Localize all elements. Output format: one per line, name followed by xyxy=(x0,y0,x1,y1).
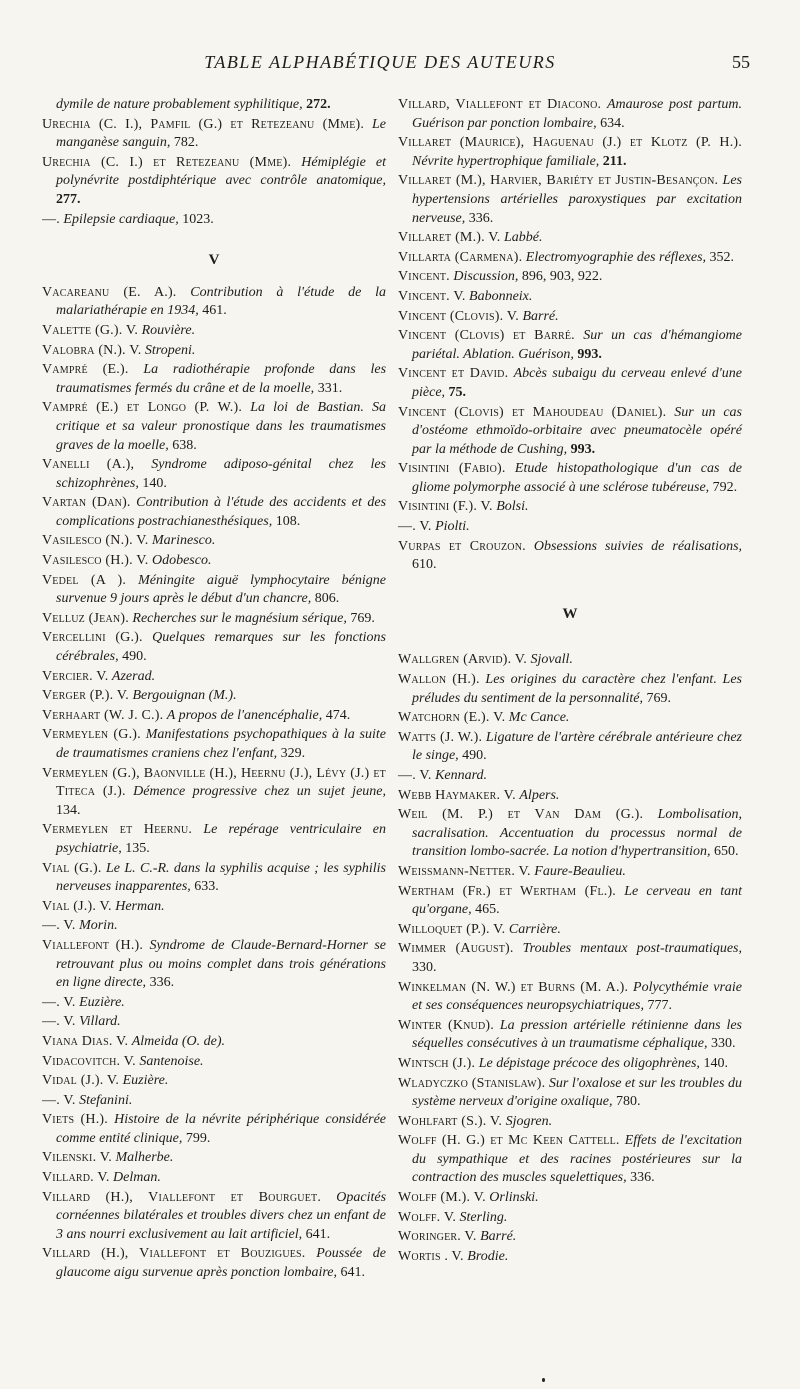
entry-title: Alpers. xyxy=(519,787,560,803)
entry-authors: Villard, Viallefont et Diacono. xyxy=(398,97,602,112)
entry-pages: 140. xyxy=(142,475,167,491)
entry-pages: 330. xyxy=(710,1036,736,1052)
entry-authors: Wertham (Fr.) et Wertham (Fl.). xyxy=(398,883,617,899)
index-entry xyxy=(42,860,386,897)
entry-authors: —. V. xyxy=(398,519,432,535)
entry-title: Barré. xyxy=(480,1229,517,1245)
entry-title: Le manganèse sanguin, xyxy=(56,116,386,151)
index-entry xyxy=(42,284,386,321)
entry-authors: Vurpas et Crouzon. xyxy=(398,538,526,554)
entry-authors: Watts (J. W.). xyxy=(398,729,483,745)
entry-title: Le L. C.-R. dans la syphilis acquise ; les syphilis nerveuses inapparentes, xyxy=(56,860,386,895)
entry-title: Epilepsie cardiaque, xyxy=(63,211,179,227)
index-entry xyxy=(398,268,742,287)
entry-authors: Verhaart (W. J. C.). xyxy=(42,707,164,723)
entry-authors: Wolff (M.). V. xyxy=(398,1190,486,1206)
entry-title: dymile de nature probablement syphilitique, xyxy=(56,97,303,112)
entry-title: Rouvière. xyxy=(141,322,196,338)
entry-pages: 641. xyxy=(340,1265,365,1281)
index-entry xyxy=(398,249,742,268)
entry-title: Syndrome de Claude-Bernard-Horner se retrouvant plus ou moins complet dans trois générations en ligne directe, xyxy=(56,937,386,991)
entry-title: Méningite aiguë lymphocytaire bénigne survenue 9 jours après le début d'un chancre, xyxy=(56,572,386,607)
entry-title: A propos de l'anencéphalie, xyxy=(166,707,323,723)
entry-authors: Villard. V. xyxy=(42,1170,110,1186)
index-entry xyxy=(398,709,742,728)
entry-title: Syndrome adiposo-génital chez les schizophrènes, xyxy=(56,457,387,491)
entry-title: Faure-Beaulieu. xyxy=(534,863,626,879)
entry-title: Odobesco. xyxy=(151,553,212,569)
entry-pages: 634. xyxy=(600,115,625,131)
index-entry xyxy=(42,765,386,821)
entry-authors: Willoquet (P.). V. xyxy=(398,921,506,937)
entry-authors: Vermeylen (G.). xyxy=(42,727,141,743)
entry-title: Barré. xyxy=(522,308,559,324)
entry-title: Villard. xyxy=(79,1014,121,1030)
index-entry xyxy=(398,863,742,882)
entry-pages: 336. xyxy=(468,210,494,226)
index-entry xyxy=(398,538,742,575)
entry-pages: 352. xyxy=(709,249,735,265)
entry-authors: Vartan (Dan). xyxy=(42,495,131,511)
entry-pages: 272. xyxy=(306,97,331,112)
entry-title: Piolti. xyxy=(435,519,470,535)
index-entry xyxy=(398,327,742,364)
entry-title: Effets de l'excitation du sympathique et des racines postérieures sur la contraction des muscles squelettiques, xyxy=(412,1133,743,1186)
entry-pages: 490. xyxy=(462,748,487,764)
entry-pages: 465. xyxy=(475,902,500,918)
right-column xyxy=(398,96,742,1267)
index-entry xyxy=(398,172,742,228)
index-entry xyxy=(42,399,386,455)
entry-pages: 75. xyxy=(448,384,467,400)
entry-title: Contribution à l'étude de la malariathérapie en 1934, xyxy=(56,284,386,319)
index-entry xyxy=(398,365,742,402)
index-entry xyxy=(42,532,386,551)
entry-title: Polycythémie vraie et ses conséquences neuropsychiatriques, xyxy=(412,979,743,1014)
entry-title: Recherches sur le magnésium sérique, xyxy=(132,610,347,626)
entry-title: Delman. xyxy=(113,1170,161,1186)
entry-pages: 331. xyxy=(317,380,343,396)
entry-authors: Wolff (H. G.) et Mc Keen Cattell. xyxy=(398,1133,620,1149)
entry-authors: Vermeylen et Heernu. xyxy=(42,822,193,838)
index-entry xyxy=(42,668,386,687)
index-entry xyxy=(398,883,742,920)
entry-authors: Velluz (Jean). xyxy=(42,610,129,626)
entry-pages: 474. xyxy=(325,707,351,723)
index-entry xyxy=(42,707,386,726)
index-entry xyxy=(42,1053,386,1072)
entry-authors: Villarta (Carmena). xyxy=(398,249,523,265)
entry-authors: Weil (M. P.) et Van Dam (G.). xyxy=(398,807,644,823)
entry-authors: —. xyxy=(42,211,60,227)
index-entry xyxy=(42,1013,386,1032)
entry-authors: Visintini (Fabio). xyxy=(398,461,506,477)
entry-authors: Winkelman (N. W.) et Burns (M. A.). xyxy=(398,979,629,995)
entry-pages: 277. xyxy=(56,191,81,207)
entry-pages: 633. xyxy=(194,879,219,895)
entry-authors: Villaret (M.), Harvier, Bariéty et Justin-Besançon. xyxy=(398,173,719,189)
entry-authors: Vercellini (G.). xyxy=(42,630,143,646)
entry-pages: 134. xyxy=(56,802,81,818)
entry-title: Sjovall. xyxy=(530,652,573,668)
index-entry xyxy=(398,1055,742,1074)
entry-pages: 806. xyxy=(314,591,340,607)
entry-pages: 782. xyxy=(173,135,199,151)
entry-pages: 329. xyxy=(280,746,306,761)
index-entry xyxy=(42,116,386,153)
entry-title: La pression artérielle rétinienne dans les séquelles consécutives à un traumatisme céphalique, xyxy=(412,1017,743,1052)
index-entry xyxy=(42,1189,386,1245)
entry-authors: Vedel (A ). xyxy=(42,572,127,588)
entry-authors: Vasilesco (H.). V. xyxy=(42,553,149,569)
entry-title: Sterling. xyxy=(459,1209,508,1225)
entry-title: Stropeni. xyxy=(144,342,196,358)
entry-title: La loi de Bastian. Sa critique et sa valeur pronostique dans les traumatismes graves de la moelle, xyxy=(56,400,386,453)
entry-title: Le repérage ventriculaire en psychiatrie, xyxy=(56,822,386,856)
index-entry xyxy=(42,994,386,1013)
index-entry xyxy=(398,1113,742,1132)
entry-title: Babonneix. xyxy=(469,288,533,304)
index-entry xyxy=(398,1228,742,1247)
entry-pages: 896, 903, 922. xyxy=(521,269,603,285)
entry-authors: Webb Haymaker. V. xyxy=(398,787,516,803)
entry-authors: Vasilesco (N.). V. xyxy=(42,533,149,549)
entry-pages: 993. xyxy=(570,441,596,457)
entry-title: Sjogren. xyxy=(505,1113,553,1129)
entry-title: Brodie. xyxy=(467,1248,509,1264)
index-entry xyxy=(42,610,386,629)
entry-authors: Viana Dias. V. xyxy=(42,1033,129,1049)
index-entry xyxy=(42,1245,386,1282)
entry-title: Démence progressive chez un sujet jeune, xyxy=(133,784,386,800)
entry-authors: Urechia (C. I.), Pamfil (G.) et Retezeanu (Mme). xyxy=(42,116,365,132)
index-entry xyxy=(42,211,386,230)
entry-title: Névrite hypertrophique familiale, xyxy=(412,153,600,169)
entry-title: Le dépistage précoce des oligophrènes, xyxy=(478,1055,700,1071)
index-entry xyxy=(398,671,742,708)
index-entry xyxy=(42,1111,386,1148)
entry-authors: —. V. xyxy=(42,1092,76,1108)
index-entry xyxy=(42,572,386,609)
entry-authors: Vampré (E.). xyxy=(42,362,129,378)
entry-authors: Watchorn (E.). V. xyxy=(398,710,506,726)
index-entry xyxy=(42,1149,386,1168)
index-entry xyxy=(398,651,742,670)
entry-title: Troubles mentaux post-traumatiques, xyxy=(522,941,743,957)
entry-title: Carrière. xyxy=(508,921,561,937)
entry-authors: —. V. xyxy=(42,918,76,934)
index-entry xyxy=(398,1209,742,1228)
entry-authors: Vanelli (A.), xyxy=(42,457,135,473)
entry-title: Sur un cas d'hémangiome pariétal. Ablation. Guérison, xyxy=(412,328,742,362)
entry-authors: Vincent. V. xyxy=(398,288,466,304)
entry-pages: 336. xyxy=(149,975,175,991)
entry-title: Sur l'oxalose et sur les troubles du système nerveux d'origine oxalique, xyxy=(412,1075,742,1110)
index-entry xyxy=(42,322,386,341)
entry-authors: Wortis . V. xyxy=(398,1248,464,1264)
entry-pages: 769. xyxy=(350,610,375,626)
entry-title: Stefanini. xyxy=(79,1092,133,1108)
index-entry xyxy=(42,154,386,210)
entry-pages: 769. xyxy=(646,690,671,706)
index-entry xyxy=(398,729,742,766)
entry-authors: Vincent (Clovis). V. xyxy=(398,308,519,324)
entry-pages: 330. xyxy=(412,959,437,975)
entry-title: Discussion, xyxy=(453,269,519,285)
entry-authors: Villard (H.), Viallefont et Bourguet. xyxy=(42,1189,322,1205)
index-entry xyxy=(42,494,386,531)
entry-title: Malherbe. xyxy=(115,1150,174,1166)
index-entry xyxy=(398,1248,742,1267)
entry-title: Euzière. xyxy=(79,994,125,1010)
entry-title: Ligature de l'artère cérébrale antérieure chez le singe, xyxy=(412,729,742,764)
entry-authors: Valette (G.). V. xyxy=(42,322,139,338)
entry-title: Les hypertensions artérielles paroxystiques par excitation nerveuse, xyxy=(412,173,742,226)
entry-authors: Wintsch (J.). xyxy=(398,1055,476,1071)
entry-title: Histoire de la névrite périphérique considérée comme entité clinique, xyxy=(56,1112,387,1146)
index-entry xyxy=(398,1132,742,1188)
entry-title: Marinesco. xyxy=(151,533,216,549)
entry-title: Le cerveau en tant qu'organe, xyxy=(412,883,742,918)
index-entry xyxy=(42,937,386,993)
entry-authors: Vacareanu (E. A.). xyxy=(42,284,177,300)
index-entry xyxy=(42,821,386,858)
ink-dot xyxy=(542,1378,545,1382)
index-entry xyxy=(42,1169,386,1188)
index-entry xyxy=(42,1072,386,1091)
entry-pages: 140. xyxy=(703,1055,728,1071)
index-entry xyxy=(42,726,386,763)
entry-authors: Vampré (E.) et Longo (P. W.). xyxy=(42,400,243,416)
index-entry xyxy=(42,1033,386,1052)
entry-title: Electromyographie des réflexes, xyxy=(525,249,707,265)
entry-title: Orlinski. xyxy=(489,1190,539,1206)
running-head xyxy=(0,52,800,76)
entry-pages: 461. xyxy=(202,303,227,319)
entry-pages: 780. xyxy=(615,1094,641,1110)
entry-authors: Vincent (Clovis) et Mahoudeau (Daniel). xyxy=(398,404,667,420)
entry-authors: Wallgren (Arvid). V. xyxy=(398,652,528,668)
entry-authors: Vial (G.). xyxy=(42,860,102,876)
index-entry xyxy=(42,342,386,361)
entry-title: Euzière. xyxy=(122,1073,169,1089)
entry-authors: Urechia (C. I.) et Retezeanu (Mme). xyxy=(42,154,292,170)
entry-pages: 135. xyxy=(125,840,150,856)
index-entry xyxy=(42,1092,386,1111)
entry-authors: —. V. xyxy=(42,1014,76,1030)
entry-authors: Valobra (N.). V. xyxy=(42,342,142,358)
entry-title: Kennard. xyxy=(435,768,488,783)
entry-authors: —. V. xyxy=(42,994,76,1010)
entry-pages: 993. xyxy=(577,346,602,362)
entry-authors: Vincent et David. xyxy=(398,366,509,382)
entry-pages: 641. xyxy=(305,1226,331,1242)
index-entry xyxy=(398,460,742,497)
entry-title: Abcès subaigu du cerveau enlevé d'une pièce, xyxy=(412,366,742,400)
entry-authors: Visintini (F.). V. xyxy=(398,499,493,515)
entry-authors: Vial (J.). V. xyxy=(42,898,112,914)
index-entry xyxy=(398,404,742,460)
entry-title: Manifestations psychopathiques à la suite de traumatismes craniens chez l'enfant, xyxy=(56,727,386,761)
entry-title: Morin. xyxy=(79,918,118,934)
index-entry xyxy=(398,921,742,940)
entry-title: Opacités cornéennes bilatérales et troubles divers chez un enfant de 3 ans nourri exclusivement au lait artificiel, xyxy=(56,1189,387,1242)
entry-authors: Wolff. V. xyxy=(398,1209,457,1225)
entry-title: Herman. xyxy=(115,898,165,914)
entry-title: Obsessions suivies de réalisations, xyxy=(533,538,743,554)
entry-pages: 638. xyxy=(172,437,197,453)
entry-authors: Wimmer (August). xyxy=(398,941,514,957)
entry-pages: 1023. xyxy=(182,211,214,227)
entry-title: Les origines du caractère chez l'enfant. Les préludes du sentiment de la personnalité, xyxy=(412,672,743,706)
entry-title: Lombolisation, sacralisation. Accentuation du processus normal de transition lombo-sacrée. La notion d'hypertransition, xyxy=(412,807,742,860)
page-number: 55 xyxy=(732,52,750,72)
entry-authors: Vermeylen (G.), Baonville (H.), Heernu (J.), Lévy (J.) et Titeca (J.). xyxy=(42,765,386,800)
index-entry xyxy=(398,229,742,248)
entry-title: Mc Cance. xyxy=(508,710,570,726)
entry-title: Amaurose post partum. Guérison par ponction lombaire, xyxy=(412,97,742,131)
index-entry xyxy=(398,940,742,977)
index-entry xyxy=(398,1075,742,1112)
entry-pages: 799. xyxy=(185,1130,211,1146)
entry-pages: 336. xyxy=(630,1170,655,1186)
entry-title: Sur un cas d'ostéome ethmoïdo-orbitaire avec pneumatocèle opéré par la méthode de Cushing, xyxy=(412,404,742,457)
entry-title: Bolsi. xyxy=(496,499,529,515)
entry-authors: Villaret (M.). V. xyxy=(398,230,501,246)
entry-pages: 211. xyxy=(602,153,627,169)
entry-title: Poussée de glaucome aigu survenue après ponction lombaire, xyxy=(56,1246,387,1281)
entry-authors: Viallefont (H.). xyxy=(42,937,144,953)
entry-pages: 490. xyxy=(122,649,147,665)
index-entry xyxy=(398,96,742,133)
entry-authors: Wallon (H.). xyxy=(398,672,480,688)
index-entry xyxy=(398,1017,742,1054)
index-entry xyxy=(398,787,742,806)
index-entry xyxy=(398,767,742,786)
entry-authors: Vincent. xyxy=(398,269,450,285)
running-title: TABLE ALPHABÉTIQUE DES AUTEURS xyxy=(204,52,556,72)
index-entry xyxy=(42,917,386,936)
entry-authors: —. V. xyxy=(398,768,432,783)
entry-authors: Wohlfart (S.). V. xyxy=(398,1113,503,1129)
index-entry xyxy=(42,96,386,115)
entry-title: Hémiplégie et polynévrite postdiphtérique avec contrôle anatomique, xyxy=(56,154,386,189)
entry-authors: Vidal (J.). V. xyxy=(42,1073,120,1089)
entry-authors: Vilenski. V. xyxy=(42,1150,112,1166)
entry-authors: Woringer. V. xyxy=(398,1229,477,1245)
entry-title: Bergouignan (M.). xyxy=(132,688,237,704)
entry-authors: Verger (P.). V. xyxy=(42,688,129,704)
entry-title: Azerad. xyxy=(111,668,156,684)
index-entry xyxy=(398,134,742,171)
index-entry xyxy=(42,898,386,917)
entry-title: Santenoise. xyxy=(139,1053,204,1069)
entry-authors: Winter (Knud). xyxy=(398,1017,494,1033)
entry-title: Quelques remarques sur les fonctions cérébrales, xyxy=(56,630,387,665)
entry-title: Almeida (O. de). xyxy=(131,1033,225,1049)
entry-authors: Wladyczko (Stanislaw). xyxy=(398,1075,546,1091)
entry-authors: Viets (H.). xyxy=(42,1112,108,1128)
entry-pages: 108. xyxy=(275,513,301,529)
entry-title: Labbé. xyxy=(504,230,543,246)
entry-authors: Villaret (Maurice), Haguenau (J.) et Klotz (P. H.). xyxy=(398,135,742,151)
index-entry xyxy=(42,456,386,493)
entry-authors: Weissmann-Netter. V. xyxy=(398,863,531,879)
index-entry xyxy=(398,498,742,517)
entry-authors: Vercier. V. xyxy=(42,668,109,684)
index-entry xyxy=(398,288,742,307)
entry-pages: 777. xyxy=(647,998,672,1014)
section-letter: W xyxy=(562,605,578,622)
entry-pages: 650. xyxy=(714,844,739,860)
entry-title: Etude histopathologique d'un cas de gliome polymorphe associé à une sclérose tubéreuse, xyxy=(412,461,742,495)
index-entry xyxy=(42,361,386,398)
entry-pages: 610. xyxy=(412,557,437,573)
index-entry xyxy=(42,552,386,571)
index-entry xyxy=(398,979,742,1016)
entry-authors: Vincent (Clovis) et Barré. xyxy=(398,328,575,344)
index-entry xyxy=(398,806,742,862)
left-column xyxy=(42,96,386,1284)
index-entry xyxy=(398,308,742,327)
index-entry xyxy=(398,1189,742,1208)
index-entry xyxy=(398,518,742,537)
entry-title: Contribution à l'étude des accidents et des complications postrachianesthésiques, xyxy=(56,495,387,529)
index-entry xyxy=(42,629,386,666)
entry-authors: Vidacovitch. V. xyxy=(42,1053,136,1069)
entry-authors: Villard (H.), Viallefont et Bouzigues. xyxy=(42,1246,306,1262)
section-letter: V xyxy=(208,252,220,269)
entry-pages: 792. xyxy=(712,479,738,495)
entry-title: La radiothérapie profonde dans les traumatismes fermés du crâne et de la moelle, xyxy=(56,362,387,396)
index-entry xyxy=(42,687,386,706)
